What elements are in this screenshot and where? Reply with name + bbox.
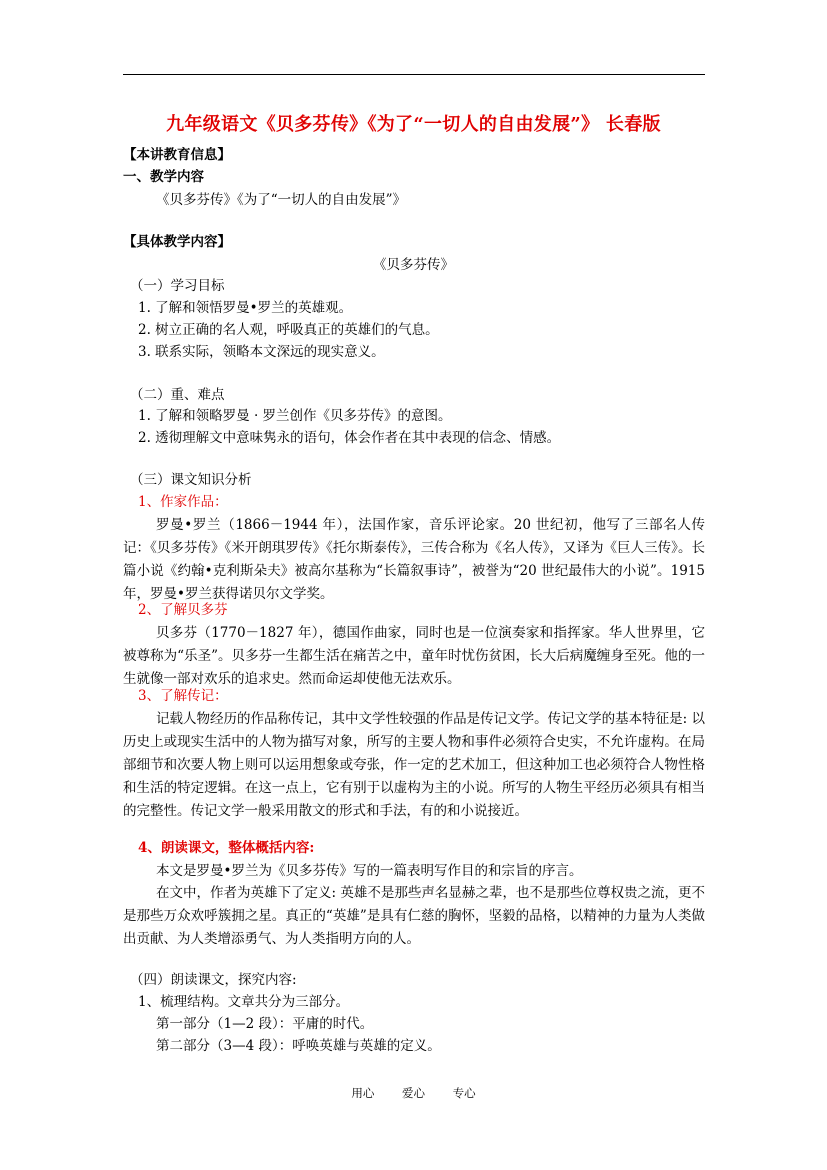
author-works-heading: 1、作家作品： [138, 494, 228, 510]
explore-item: 1、梳理结构。文章共分为三部分。 [138, 994, 350, 1010]
reading-paragraph-b: 在文中，作者为英雄下了定义: 英雄不是那些声名显赫之辈，也不是那些位尊权贵之流，更不是那些万众欢呼簇拥之星。真正的“英雄”是具有仁慈的胸怀，坚毅的品格，以精神的力量为人类做出贡献、为人类增添勇气、为人类指明方向的人。 [123, 885, 705, 947]
section1-heading: 一、教学内容 [123, 169, 204, 185]
goal-item: 1. 了解和领悟罗曼•罗兰的英雄观。 [138, 300, 353, 316]
biography-heading: 3、了解传记： [138, 688, 228, 704]
reading-paragraph-a: 本文是罗曼•罗兰为《贝多芬传》写的一篇表明写作目的和宗旨的序言。 [156, 863, 583, 879]
goals-heading: （一）学习目标 [130, 278, 225, 294]
goal-item: 2. 树立正确的名人观，呼吸真正的英雄们的气息。 [138, 322, 439, 338]
author-works-paragraph: 罗曼•罗兰（1866－1944 年），法国作家，音乐评论家。20 世纪初，他写了三部名人传记：《贝多芬传》《米开朗琪罗传》《托尔斯泰传》，三传合称为《名人传》，又译为《巨人三传》。长篇小说《约翰•克利斯朵夫》被高尔基称为“长篇叙事诗”，被誉为“20 世纪最伟大的小说”。1915 年，罗曼•罗兰获得诺贝尔文学奖。 [123, 517, 705, 602]
biography-paragraph: 记载人物经历的作品称传记，其中文学性较强的作品是传记文学。传记文学的基本特征是: 以历史上或现实生活中的人物为描写对象，所写的主要人物和事件必须符合史实，不允许虚构。在局部细节和次要人物上则可以运用想象或夸张，作一定的艺术加工，但这种加工也必须符合人物性格和生活的特定逻辑。在这一点上，它有别于以虚构为主的小说。所写的人物生平经历必须具有相当的完整性。传记文学一般采用散文的形式和手法，有的和小说接近。 [123, 711, 705, 819]
reading-heading: 4、朗读课文，整体概括内容: [138, 840, 315, 856]
footer-word: 专心 [452, 1086, 476, 1100]
page-title: 九年级语文《贝多芬传》《为了“一切人的自由发展”》 长春版 [166, 114, 661, 135]
info-header: 【本讲教育信息】 [123, 147, 231, 163]
section1-content: 《贝多芬传》《为了“一切人的自由发展”》 [156, 192, 407, 208]
footer-word: 爱心 [402, 1086, 425, 1100]
sub-title: 《贝多芬传》 [373, 257, 454, 273]
explore-part: 第二部分（3—4 段）：呼唤英雄与英雄的定义。 [156, 1038, 441, 1054]
footer-word: 用心 [351, 1086, 375, 1100]
beethoven-heading: 2、了解贝多芬 [138, 602, 228, 618]
goal-item: 3. 联系实际，领略本文深远的现实意义。 [138, 344, 385, 360]
difficulty-item: 1. 了解和领略罗曼 · 罗兰创作《贝多芬传》的意图。 [138, 408, 452, 424]
specific-header: 【具体教学内容】 [123, 234, 231, 250]
analysis-heading: （三）课文知识分析 [130, 472, 252, 488]
difficulties-heading: （二）重、难点 [130, 387, 225, 403]
explore-heading: （四）朗读课文，探究内容: [130, 972, 297, 988]
header-rule [123, 74, 705, 75]
difficulty-item: 2. 透彻理解文中意味隽永的语句，体会作者在其中表现的信念、情感。 [138, 430, 561, 446]
explore-part: 第一部分（1—2 段）：平庸的时代。 [156, 1016, 374, 1032]
beethoven-paragraph: 贝多芬（1770－1827 年），德国作曲家，同时也是一位演奏家和指挥家。华人世界里，它被尊称为“乐圣”。贝多芬一生都生活在痛苦之中，童年时忧伤贫困，长大后病魔缠身至死。他的一生就像一部对欢乐的追求史。然而命运却使他无法欢乐。 [123, 625, 705, 687]
footer [0, 1085, 827, 1101]
